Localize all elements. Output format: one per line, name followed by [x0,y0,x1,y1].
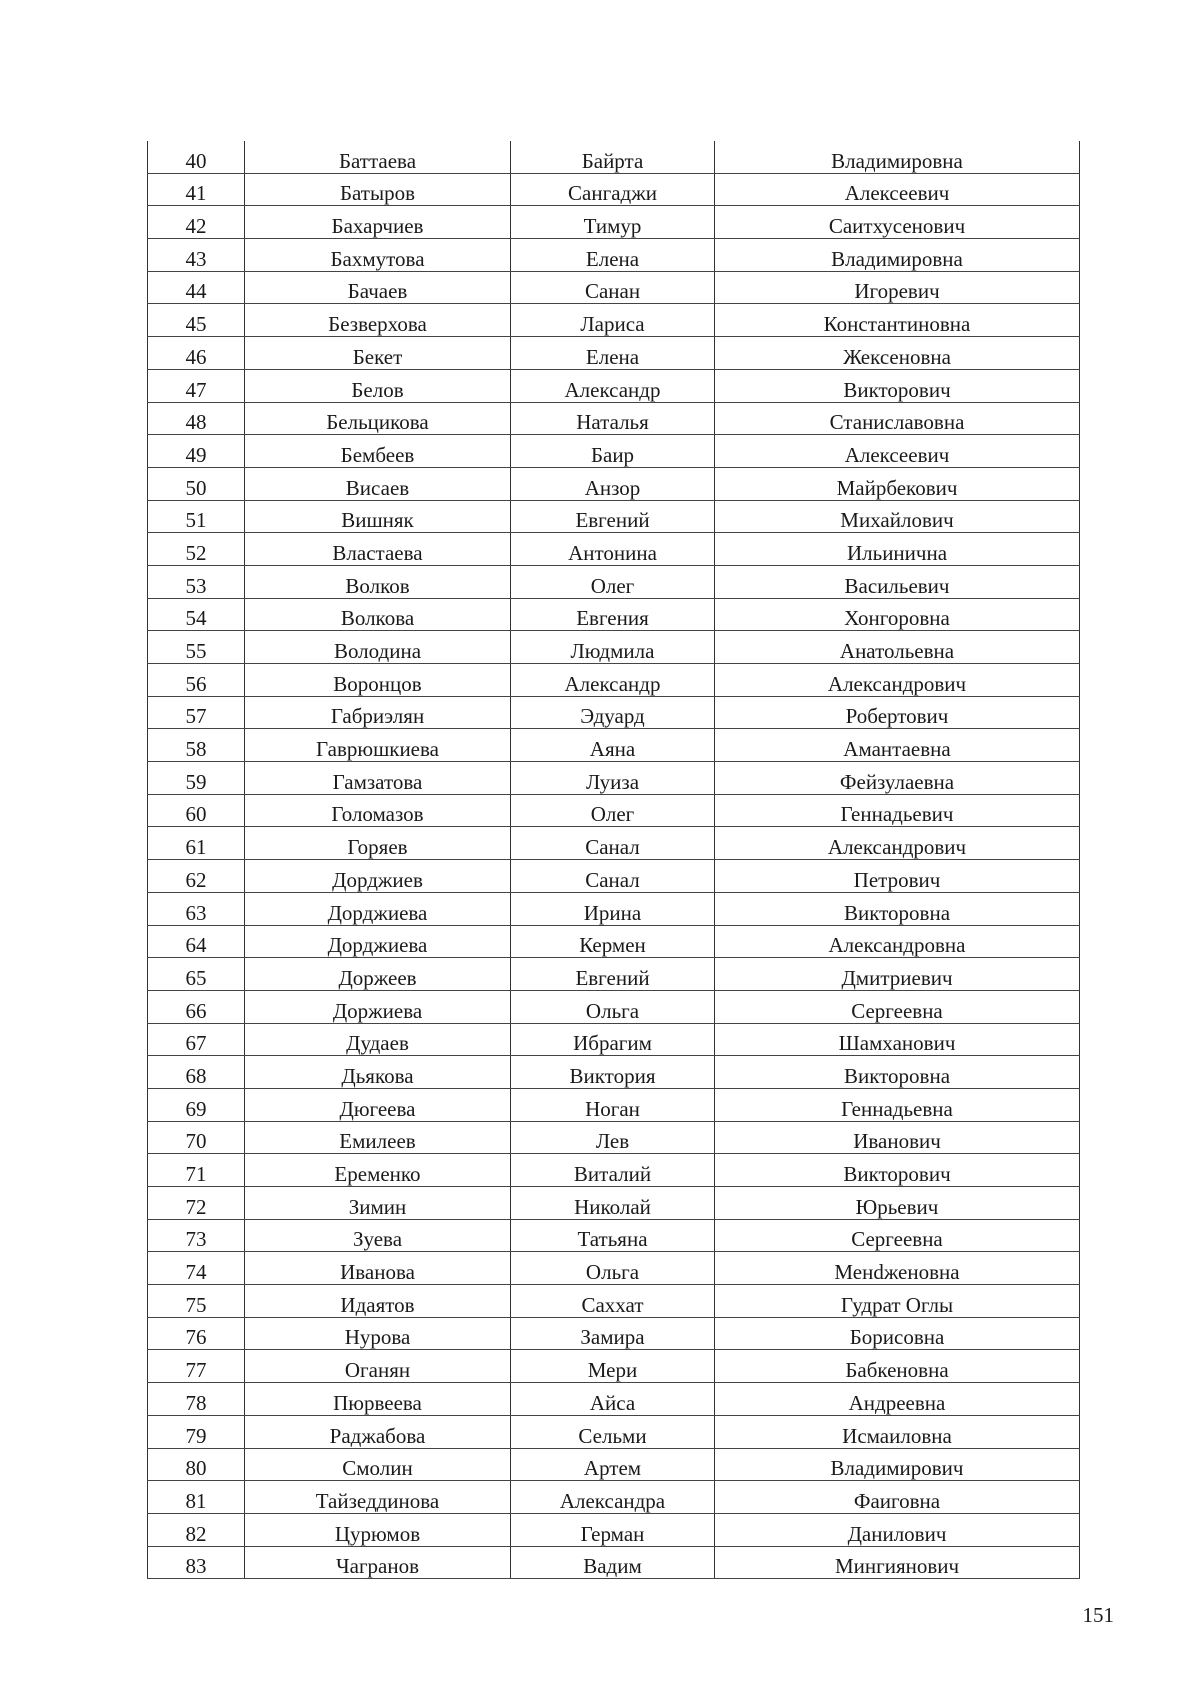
patronymic-cell: Иванович [715,1121,1080,1154]
first-name-cell: Айса [511,1383,715,1416]
last-name-cell: Чагранов [245,1546,511,1579]
row-number-cell: 75 [148,1285,245,1318]
patronymic-cell: Борисовна [715,1317,1080,1350]
last-name-cell: Цурюмов [245,1513,511,1546]
table-row [148,500,1080,533]
row-number-cell: 77 [148,1350,245,1383]
table-row [148,631,1080,664]
row-number-cell: 48 [148,402,245,435]
row-number-cell: 78 [148,1383,245,1416]
row-number-cell: 64 [148,925,245,958]
last-name-cell: Воронцов [245,664,511,697]
last-name-cell: Безверхова [245,304,511,337]
last-name-cell: Вишняк [245,500,511,533]
first-name-cell: Вадим [511,1546,715,1579]
patronymic-cell: Исмаиловна [715,1415,1080,1448]
table-row [148,1448,1080,1481]
patronymic-cell: Андреевна [715,1383,1080,1416]
patronymic-cell: Сергеевна [715,990,1080,1023]
row-number-cell: 47 [148,369,245,402]
row-number-cell: 63 [148,892,245,925]
table-row [148,827,1080,860]
patronymic-cell: Константиновна [715,304,1080,337]
row-number-cell: 73 [148,1219,245,1252]
patronymic-cell: Владимирович [715,1448,1080,1481]
last-name-cell: Волкова [245,598,511,631]
table-row [148,598,1080,631]
row-number-cell: 72 [148,1187,245,1220]
first-name-cell: Александр [511,664,715,697]
last-name-cell: Бельцикова [245,402,511,435]
row-number-cell: 69 [148,1088,245,1121]
last-name-cell: Идаятов [245,1285,511,1318]
first-name-cell: Виталий [511,1154,715,1187]
last-name-cell: Раджабова [245,1415,511,1448]
table-row [148,1219,1080,1252]
table-row [148,435,1080,468]
patronymic-cell: Владимировна [715,141,1080,173]
table-row [148,271,1080,304]
first-name-cell: Мери [511,1350,715,1383]
row-number-cell: 40 [148,141,245,173]
last-name-cell: Смолин [245,1448,511,1481]
patronymic-cell: Ильинична [715,533,1080,566]
last-name-cell: Володина [245,631,511,664]
first-name-cell: Виктория [511,1056,715,1089]
table-row [148,402,1080,435]
last-name-cell: Тайзеддинова [245,1481,511,1514]
last-name-cell: Оганян [245,1350,511,1383]
last-name-cell: Габриэлян [245,696,511,729]
first-name-cell: Тимур [511,206,715,239]
first-name-cell: Лариса [511,304,715,337]
table-row [148,958,1080,991]
last-name-cell: Нурова [245,1317,511,1350]
row-number-cell: 62 [148,860,245,893]
row-number-cell: 54 [148,598,245,631]
table-row [148,696,1080,729]
first-name-cell: Баир [511,435,715,468]
row-number-cell: 67 [148,1023,245,1056]
table-row [148,239,1080,272]
patronymic-cell: Васильевич [715,565,1080,598]
patronymic-cell: Игоревич [715,271,1080,304]
row-number-cell: 65 [148,958,245,991]
row-number-cell: 50 [148,467,245,500]
last-name-cell: Властаева [245,533,511,566]
table-row [148,206,1080,239]
last-name-cell: Иванова [245,1252,511,1285]
roster-table [147,141,1080,1579]
first-name-cell: Герман [511,1513,715,1546]
patronymic-cell: Александрович [715,827,1080,860]
patronymic-cell: Станиславовна [715,402,1080,435]
row-number-cell: 58 [148,729,245,762]
row-number-cell: 59 [148,762,245,795]
row-number-cell: 45 [148,304,245,337]
row-number-cell: 66 [148,990,245,1023]
table-row [148,1121,1080,1154]
row-number-cell: 60 [148,794,245,827]
last-name-cell: Бахмутова [245,239,511,272]
patronymic-cell: Майрбекович [715,467,1080,500]
patronymic-cell: Данилович [715,1513,1080,1546]
table-row [148,1187,1080,1220]
table-row [148,565,1080,598]
patronymic-cell: Сергеевна [715,1219,1080,1252]
last-name-cell: Голомазов [245,794,511,827]
patronymic-cell: Менdженовна [715,1252,1080,1285]
first-name-cell: Аяна [511,729,715,762]
patronymic-cell: Шамханович [715,1023,1080,1056]
first-name-cell: Ольга [511,1252,715,1285]
row-number-cell: 43 [148,239,245,272]
first-name-cell: Людмила [511,631,715,664]
last-name-cell: Бембеев [245,435,511,468]
last-name-cell: Дюгеева [245,1088,511,1121]
last-name-cell: Дьякова [245,1056,511,1089]
last-name-cell: Дудаев [245,1023,511,1056]
patronymic-cell: Александровна [715,925,1080,958]
patronymic-cell: Алексеевич [715,435,1080,468]
table-row [148,369,1080,402]
table-row [148,1481,1080,1514]
first-name-cell: Сангаджи [511,173,715,206]
patronymic-cell: Геннадьевна [715,1088,1080,1121]
first-name-cell: Байрта [511,141,715,173]
table-row [148,533,1080,566]
last-name-cell: Зимин [245,1187,511,1220]
first-name-cell: Евгений [511,958,715,991]
row-number-cell: 80 [148,1448,245,1481]
patronymic-cell: Юрьевич [715,1187,1080,1220]
row-number-cell: 68 [148,1056,245,1089]
row-number-cell: 44 [148,271,245,304]
table-row [148,925,1080,958]
patronymic-cell: Дмитриевич [715,958,1080,991]
first-name-cell: Олег [511,565,715,598]
first-name-cell: Евгений [511,500,715,533]
row-number-cell: 83 [148,1546,245,1579]
patronymic-cell: Мингиянович [715,1546,1080,1579]
patronymic-cell: Викторович [715,1154,1080,1187]
table-row [148,1317,1080,1350]
table-row [148,173,1080,206]
table-row [148,304,1080,337]
last-name-cell: Доржиева [245,990,511,1023]
first-name-cell: Антонина [511,533,715,566]
row-number-cell: 52 [148,533,245,566]
first-name-cell: Александр [511,369,715,402]
first-name-cell: Санан [511,271,715,304]
table-row [148,1056,1080,1089]
table-row [148,990,1080,1023]
patronymic-cell: Гудрат Оглы [715,1285,1080,1318]
row-number-cell: 74 [148,1252,245,1285]
last-name-cell: Пюрвеева [245,1383,511,1416]
first-name-cell: Санал [511,827,715,860]
last-name-cell: Зуева [245,1219,511,1252]
last-name-cell: Батыров [245,173,511,206]
table-row [148,794,1080,827]
table-row [148,1513,1080,1546]
table-row [148,729,1080,762]
patronymic-cell: Александрович [715,664,1080,697]
first-name-cell: Наталья [511,402,715,435]
row-number-cell: 71 [148,1154,245,1187]
row-number-cell: 76 [148,1317,245,1350]
row-number-cell: 57 [148,696,245,729]
first-name-cell: Санал [511,860,715,893]
last-name-cell: Дорджиева [245,925,511,958]
table-row [148,1023,1080,1056]
last-name-cell: Дорджиева [245,892,511,925]
table-row [148,1415,1080,1448]
first-name-cell: Ноган [511,1088,715,1121]
roster-table-body [148,141,1080,1579]
row-number-cell: 79 [148,1415,245,1448]
last-name-cell: Гаврюшкиева [245,729,511,762]
patronymic-cell: Амантаевна [715,729,1080,762]
patronymic-cell: Владимировна [715,239,1080,272]
first-name-cell: Александра [511,1481,715,1514]
patronymic-cell: Хонгоровна [715,598,1080,631]
patronymic-cell: Викторовна [715,892,1080,925]
first-name-cell: Елена [511,239,715,272]
row-number-cell: 82 [148,1513,245,1546]
first-name-cell: Луиза [511,762,715,795]
patronymic-cell: Фаиговна [715,1481,1080,1514]
first-name-cell: Лев [511,1121,715,1154]
table-row [148,141,1080,173]
table-row [148,1285,1080,1318]
first-name-cell: Эдуард [511,696,715,729]
first-name-cell: Олег [511,794,715,827]
first-name-cell: Кермен [511,925,715,958]
row-number-cell: 46 [148,337,245,370]
table-row [148,1383,1080,1416]
page-number: 151 [1082,1603,1114,1627]
last-name-cell: Баттаева [245,141,511,173]
table-row [148,1154,1080,1187]
table-row [148,337,1080,370]
last-name-cell: Висаев [245,467,511,500]
row-number-cell: 49 [148,435,245,468]
patronymic-cell: Саитхусенович [715,206,1080,239]
row-number-cell: 70 [148,1121,245,1154]
first-name-cell: Артем [511,1448,715,1481]
row-number-cell: 56 [148,664,245,697]
first-name-cell: Ирина [511,892,715,925]
last-name-cell: Волков [245,565,511,598]
patronymic-cell: Михайлович [715,500,1080,533]
row-number-cell: 81 [148,1481,245,1514]
first-name-cell: Анзор [511,467,715,500]
first-name-cell: Татьяна [511,1219,715,1252]
last-name-cell: Белов [245,369,511,402]
first-name-cell: Ольга [511,990,715,1023]
patronymic-cell: Робертович [715,696,1080,729]
patronymic-cell: Анатольевна [715,631,1080,664]
last-name-cell: Бачаев [245,271,511,304]
table-row [148,860,1080,893]
patronymic-cell: Жексеновна [715,337,1080,370]
table-row [148,892,1080,925]
row-number-cell: 55 [148,631,245,664]
table-row [148,762,1080,795]
row-number-cell: 61 [148,827,245,860]
table-row [148,1088,1080,1121]
first-name-cell: Евгения [511,598,715,631]
table-row [148,1350,1080,1383]
table-row [148,1546,1080,1579]
first-name-cell: Елена [511,337,715,370]
last-name-cell: Горяев [245,827,511,860]
table-row [148,467,1080,500]
row-number-cell: 51 [148,500,245,533]
last-name-cell: Еременко [245,1154,511,1187]
table-row [148,664,1080,697]
last-name-cell: Бекет [245,337,511,370]
patronymic-cell: Викторович [715,369,1080,402]
patronymic-cell: Алексеевич [715,173,1080,206]
first-name-cell: Саххат [511,1285,715,1318]
patronymic-cell: Фейзулаевна [715,762,1080,795]
last-name-cell: Гамзатова [245,762,511,795]
patronymic-cell: Петрович [715,860,1080,893]
patronymic-cell: Геннадьевич [715,794,1080,827]
last-name-cell: Бахарчиев [245,206,511,239]
first-name-cell: Сельми [511,1415,715,1448]
last-name-cell: Дорджиев [245,860,511,893]
last-name-cell: Доржеев [245,958,511,991]
first-name-cell: Замира [511,1317,715,1350]
first-name-cell: Николай [511,1187,715,1220]
row-number-cell: 42 [148,206,245,239]
first-name-cell: Ибрагим [511,1023,715,1056]
last-name-cell: Емилеев [245,1121,511,1154]
patronymic-cell: Бабкеновна [715,1350,1080,1383]
patronymic-cell: Викторовна [715,1056,1080,1089]
row-number-cell: 53 [148,565,245,598]
table-row [148,1252,1080,1285]
row-number-cell: 41 [148,173,245,206]
